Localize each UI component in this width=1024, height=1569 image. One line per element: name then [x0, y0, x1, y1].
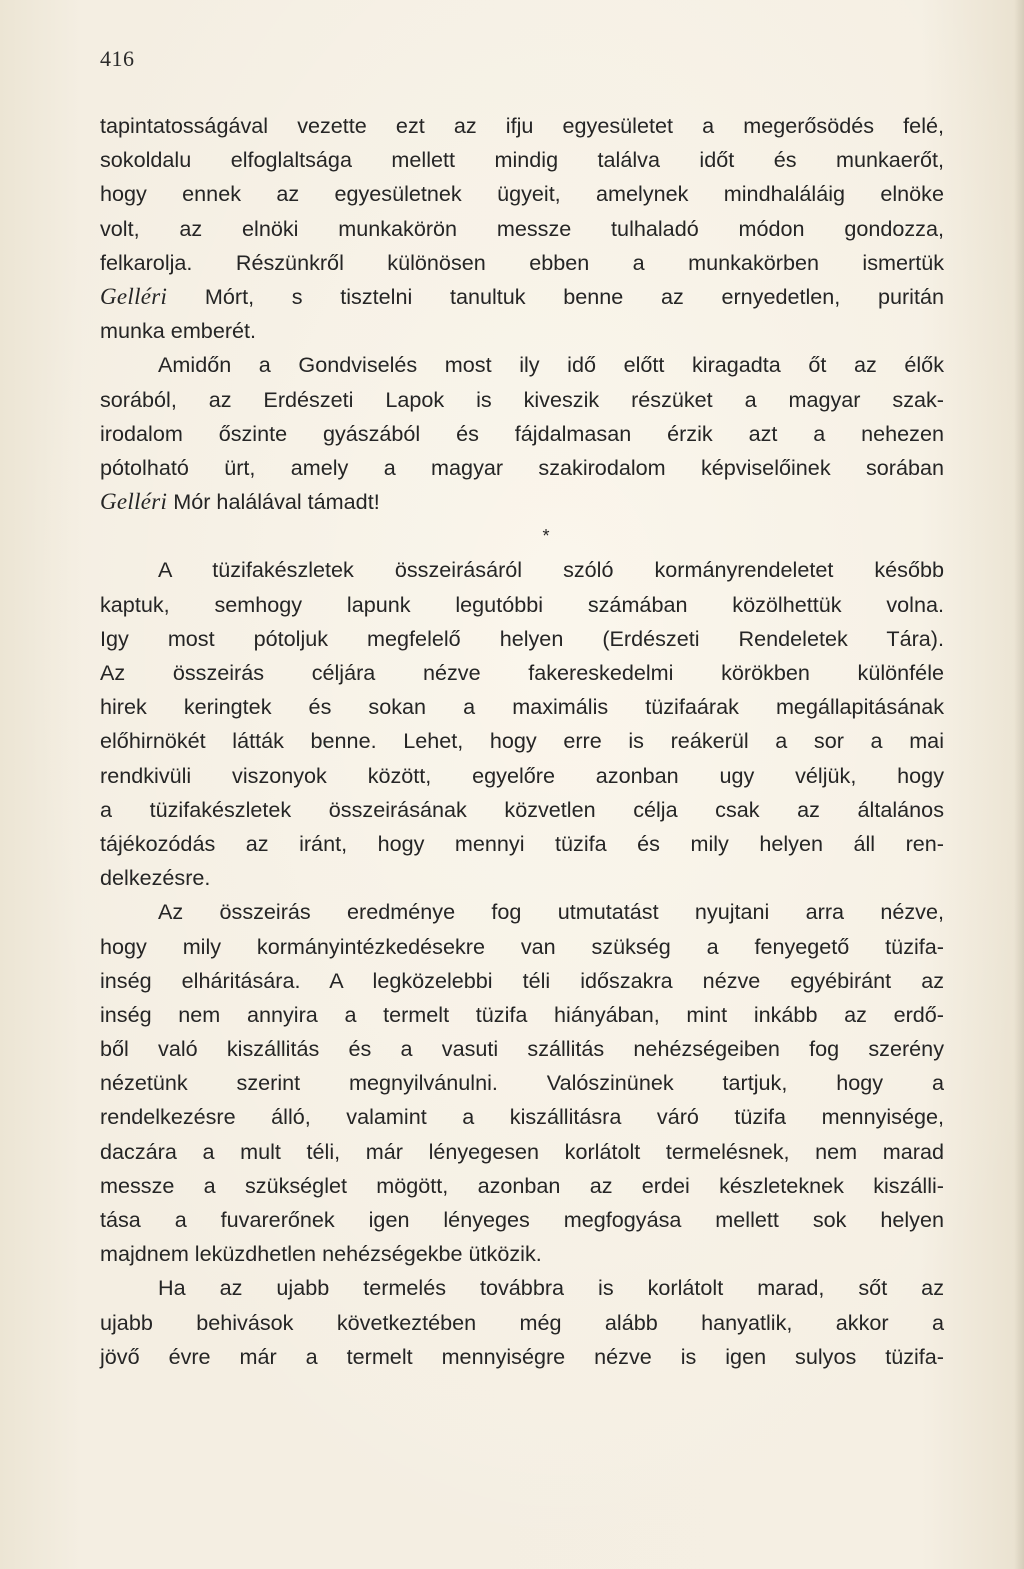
text-line: jövő évre már a termelt mennyiségre nézve is igen sulyos tüzifa-	[100, 1343, 944, 1369]
text-line-last: delkezésre.	[100, 865, 211, 891]
text-line: rendkivüli viszonyok között, egyelőre azonban ugy véljük, hogy	[100, 762, 944, 788]
text-line-last: munka emberét.	[100, 318, 257, 344]
text-line: előhirnökét látták benne. Lehet, hogy erre is reákerül a sor a mai	[100, 728, 944, 754]
text-line: Igy most pótoljuk megfelelő helyen (Erdészeti Rendeletek Tára).	[100, 625, 944, 651]
text-line: ujabb behivások következtében még alább hanyatlik, akkor a	[100, 1309, 944, 1335]
paragraph-4	[100, 895, 944, 1271]
text-line: kaptuk, semhogy lapunk legutóbbi számában közölhettük volna.	[100, 591, 944, 617]
text-line: ből való kiszállitás és a vasuti szállitás nehézségeiben fog szerény	[100, 1036, 944, 1062]
text-line: hogy mily kormányintézkedésekre van szükség a fenyegető tüzifa-	[100, 933, 944, 959]
text-line-indented: Ha az ujabb termelés továbbra is korlátolt marad, sőt az	[158, 1275, 944, 1301]
text-line: tása a fuvarerőnek igen lényeges megfogyása mellett sok helyen	[100, 1207, 944, 1232]
text-line	[100, 280, 944, 314]
paragraph-1	[100, 109, 944, 348]
text-line: inség elháritására. A legközelebbi téli időszakra nézve egyébiránt az	[100, 967, 944, 993]
text-line: tájékozódás az iránt, hogy mennyi tüzifa és mily helyen áll ren-	[100, 830, 944, 856]
text-line-last	[100, 485, 944, 519]
text-line: felkarolja. Részünkről különösen ebben a munkakörben ismertük	[100, 249, 944, 275]
person-name-italic: Gelléri	[100, 489, 168, 515]
text-line: daczára a mult téli, már lényegesen korlátolt termelésnek, nem marad	[100, 1138, 944, 1164]
paragraph-2	[100, 348, 944, 519]
text-line: pótolható ürt, amely a magyar szakirodalom képviselőinek sorában	[100, 454, 944, 480]
text-line-indented: Amidőn a Gondviselés most ily idő előtt kiragadta őt az élők	[158, 352, 944, 378]
paragraph-3	[100, 553, 944, 895]
text-line: hirek keringtek és sokan a maximális tüzifaárak megállapitásának	[100, 694, 944, 720]
text-line: irodalom őszinte gyászából és fájdalmasan érzik azt a nehezen	[100, 420, 944, 446]
text-line-last: majdnem leküzdhetlen nehézségekbe ütközik.	[100, 1241, 542, 1267]
text-line: tapintatosságával vezette ezt az ifju egyesületet a megerősödés felé,	[100, 113, 944, 138]
text-line-rest: Mór halálával támadt!	[167, 489, 380, 515]
text-line-rest: Mórt, s tisztelni tanultuk benne az ernyedetlen, puritán	[167, 283, 944, 309]
section-separator-asterisk: *	[542, 526, 550, 547]
text-line: messze a szükséglet mögött, azonban az erdei készleteknek kiszálli-	[100, 1172, 944, 1198]
article-body	[100, 109, 944, 1374]
text-line: volt, az elnöki munkakörön messze tulhaladó módon gondozza,	[100, 215, 944, 241]
text-line: hogy ennek az egyesületnek ügyeit, amelynek mindhaláláig elnöke	[100, 181, 944, 207]
text-line: sorából, az Erdészeti Lapok is kiveszik részüket a magyar szak-	[100, 386, 944, 412]
page-edge-shadow	[1014, 0, 1024, 1569]
text-line: inség nem annyira a termelt tüzifa hiányában, mint inkább az erdő-	[100, 1001, 944, 1027]
person-name-italic: Gelléri	[100, 283, 168, 309]
text-line: a tüzifakészletek összeirásának közvetlen célja csak az általános	[100, 796, 944, 822]
text-line-indented: Az összeirás eredménye fog utmutatást nyujtani arra nézve,	[158, 899, 944, 925]
text-line: nézetünk szerint megnyilvánulni. Valószinünek tartjuk, hogy a	[100, 1070, 944, 1096]
text-line: sokoldalu elfoglaltsága mellett mindig találva időt és munkaerőt,	[100, 147, 944, 173]
text-line-indented: A tüzifakészletek összeirásáról szóló kormányrendeletet később	[158, 557, 944, 583]
paragraph-5	[100, 1271, 944, 1374]
page-number: 416	[100, 46, 135, 71]
text-line: Az összeirás céljára nézve fakereskedelmi körökben különféle	[100, 660, 944, 685]
text-line: rendelkezésre álló, valamint a kiszállitásra váró tüzifa mennyisége,	[100, 1104, 944, 1130]
